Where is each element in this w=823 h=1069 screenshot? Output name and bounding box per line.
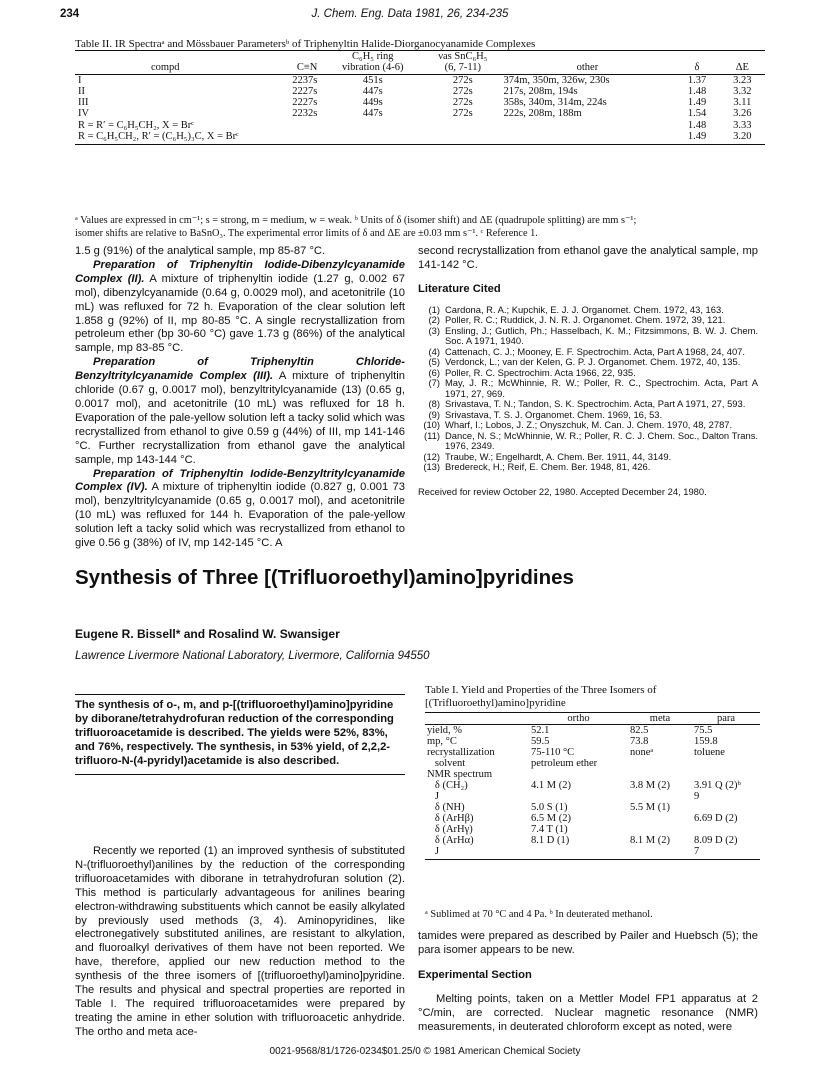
- table1-header: [425, 713, 529, 725]
- table-cell: 1.54: [687, 108, 707, 120]
- table-cell: δ (NH): [427, 802, 465, 813]
- table1-header: meta: [628, 713, 692, 725]
- table-cell: [256, 131, 321, 145]
- page-number: 234: [60, 8, 80, 20]
- table-cell: 3.91 Q (2)ᵇ: [694, 780, 741, 791]
- reference-text: Dance, N. S.; McWhinnie, W. R.; Poller, R. C. J. Chem. Soc., Dalton Trans. 1976, 2349.: [445, 429, 758, 452]
- table-row: [75, 97, 765, 108]
- reference-number: (2): [428, 314, 440, 326]
- table-cell: 3.20: [720, 131, 765, 145]
- table-cell: [320, 131, 425, 145]
- reference-text: Poller, R. C.; Ruddick, J. N. R. J. Organomet. Chem. 1972, 39, 121.: [445, 314, 726, 326]
- reference-number: (1): [428, 303, 440, 315]
- table-cell: 272s: [452, 74, 473, 86]
- table-cell: 2232s: [292, 108, 318, 120]
- table-cell: 272s: [452, 85, 473, 97]
- reference-item: [418, 431, 758, 452]
- table-cell: 3.26: [733, 108, 752, 120]
- table1-caption: [425, 684, 760, 710]
- reference-text: Wharf, I.; Lobos, J. Z.; Onyszchuk, M. Can. J. Chem. 1970, 48, 2787.: [445, 419, 733, 431]
- table-cell: 7.4 T (1): [531, 824, 568, 835]
- table1: [425, 712, 760, 860]
- reference-number: (7): [428, 377, 440, 389]
- reference-item: [418, 378, 758, 399]
- reference-number: (13): [423, 461, 440, 473]
- table-cell: IV: [78, 108, 90, 120]
- table-cell: [425, 131, 500, 145]
- table1-header: ortho: [529, 713, 628, 725]
- table-cell: 8.1 M (2): [630, 835, 670, 846]
- reference-number: (11): [424, 429, 440, 441]
- table-cell: [256, 120, 321, 131]
- table2: [75, 50, 765, 145]
- table-cell: 3.23: [733, 74, 752, 86]
- reference-text: Srivastava, T. S. J. Organomet. Chem. 1969, 16, 53.: [445, 408, 663, 420]
- table2-header-ring2: vibration (4-6): [320, 62, 425, 74]
- table-cell: [692, 824, 760, 835]
- table2-header-snc: νas SnC₆H₅: [425, 51, 500, 63]
- table-row: [425, 846, 760, 860]
- literature-cited-heading: Literature Cited: [418, 282, 501, 295]
- table1-header: para: [692, 713, 760, 725]
- column-left-body: [75, 845, 405, 1040]
- table-cell: 3.8 M (2): [630, 780, 670, 791]
- table-row: [75, 108, 765, 119]
- table-cell: [320, 120, 425, 131]
- table-cell: [628, 769, 692, 780]
- paragraph: 1.5 g (91%) of the analytical sample, mp 85-87 °C.: [75, 245, 326, 257]
- table-cell: R = C₆H₅CH₂, R′ = (C₆H₅)₃C, X = Brᶜ: [75, 131, 256, 145]
- reference-number: (9): [428, 408, 440, 420]
- table-cell: [500, 131, 674, 145]
- table2-footnotes: [75, 214, 765, 240]
- table-cell: 447s: [362, 85, 383, 97]
- table2-header-delta: δ: [674, 62, 719, 74]
- table1-caption-line: [(Trifluoroethyl)amino]pyridine: [425, 697, 566, 709]
- reference-text: Cattenach, C. J.; Mooney, E. F. Spectrochim. Acta, Part A 1968, 24, 407.: [445, 345, 745, 357]
- reference-list: [418, 305, 758, 473]
- table-row: [425, 736, 760, 747]
- table-row: [425, 769, 760, 780]
- reference-text: Poller, R. C. Spectrochim. Acta 1966, 22, 935.: [445, 366, 636, 378]
- reference-number: (4): [428, 345, 440, 357]
- journal-citation: J. Chem. Eng. Data 1981, 26, 234-235: [311, 8, 509, 20]
- paragraph: Melting points, taken on a Mettler Model FP1 apparatus at 2 °C/min, are corrected. Nuclear magnetic resonance (NMR) measurements, in deuterated chloroform except as noted, were: [418, 992, 758, 1033]
- table-row: [425, 747, 760, 758]
- reference-number: (6): [428, 366, 440, 378]
- table-row: [75, 131, 765, 145]
- table-cell: [628, 846, 692, 860]
- reference-item: [418, 326, 758, 347]
- abstract: The synthesis of o-, m, and p-[(trifluoroethyl)amino]pyridine by diborane/tetrahydrofuran reduction of the corresponding trifluoroacetamide is described. The yields were 52%, 83%, and 76%, respectively. The synthesis, in 53% yield, of 2,2,2-trifluoro-N-(4-pyridyl)acetamide is also described.: [75, 694, 405, 775]
- table-row: [75, 86, 765, 97]
- table-cell: 4.1 M (2): [531, 780, 571, 791]
- table-cell: 3.11: [733, 97, 752, 109]
- table-cell: 159.8: [694, 736, 718, 747]
- reference-text: Bredereck, H.; Reif, E. Chem. Ber. 1948, 81, 426.: [445, 461, 651, 473]
- reference-text: May, J. R.; McWhinnie, R. W.; Poller, R. C., Spectrochim. Acta, Part A 1971, 27, 969.: [445, 377, 758, 399]
- table-row: [425, 780, 760, 791]
- table-cell: 82.5: [630, 725, 649, 736]
- authors: Eugene R. Bissell* and Rosalind W. Swansiger: [75, 627, 340, 641]
- table-cell: δ (ArHα): [427, 835, 474, 846]
- table-cell: 2227s: [292, 97, 318, 109]
- table-cell: δ (ArHγ): [427, 824, 473, 835]
- table-cell: 449s: [362, 97, 383, 109]
- table-cell: [500, 120, 674, 131]
- reference-text: Cardona, R. A.; Kupchik, E. J. J. Organomet. Chem. 1972, 43, 163.: [445, 303, 724, 315]
- table-cell: II: [78, 85, 85, 97]
- article-title: Synthesis of Three [(Trifluoroethyl)amino]pyridines: [75, 566, 574, 589]
- section-run-in-heading: Preparation of Triphenyltin Iodide-Benzyltritylcyanamide Complex (IV).: [75, 467, 405, 494]
- column-left-top: [75, 245, 405, 551]
- table-cell: mp, °C: [427, 736, 457, 747]
- table2-caption: Table II. IR Spectraᵃ and Mössbauer Parametersᵇ of Triphenyltin Halide-Diorganocyanamide Complexes: [75, 38, 536, 50]
- table-cell: J: [427, 791, 439, 802]
- table-cell: 217s, 208m, 194s: [503, 85, 578, 97]
- table-row: [75, 74, 765, 86]
- page-header: [60, 8, 760, 26]
- table-cell: 358s, 340m, 314m, 224s: [503, 97, 607, 109]
- table-cell: I: [78, 74, 82, 86]
- paragraph: A mixture of triphenyltin iodide (0.827 g, 0.001 73 mol), benzyltritylcyanamide (0.65 g, 0.0017 mol), and acetonitrile (10 mL) was refluxed for 144 h. Evaporation of the pale-yellow solution left a tacky solid which was recrystallized from ethanol to give 0.56 g (38%) of IV, mp 142-145 °C. A: [75, 481, 405, 550]
- reference-text: Traube, W.; Engelhardt, A. Chem. Ber. 1911, 44, 3149.: [445, 450, 672, 462]
- experimental-heading: Experimental Section: [418, 968, 532, 981]
- table-row: [425, 791, 760, 802]
- table-cell: [529, 791, 628, 802]
- reference-item: [418, 462, 758, 473]
- table-cell: δ (CH₂): [427, 780, 468, 791]
- table-cell: 8.09 D (2): [694, 835, 738, 846]
- reference-number: (12): [423, 450, 440, 462]
- table2-header-cn: C≡N: [256, 62, 321, 74]
- table-cell: [692, 758, 760, 769]
- reference-number: (8): [428, 398, 440, 410]
- table-cell: 6.69 D (2): [694, 813, 738, 824]
- table2-footnote-line: isomer shifts are relative to BaSnO₃. The experimental error limits of δ and ΔE are ±0.03 mm s⁻¹. ᶜ Reference 1.: [75, 228, 538, 239]
- table-cell: δ (ArHβ): [427, 813, 474, 824]
- table-row: [425, 758, 760, 769]
- table-cell: [692, 769, 760, 780]
- table-cell: recrystallization: [427, 747, 495, 758]
- table-cell: R = R′ = C₆H₅CH₂, X = Brᶜ: [78, 119, 194, 131]
- table-cell: J: [425, 846, 529, 860]
- table-cell: 75.5: [694, 725, 713, 736]
- table-cell: III: [78, 97, 89, 109]
- affiliation: Lawrence Livermore National Laboratory, Livermore, California 94550: [75, 650, 430, 662]
- table-cell: 2237s: [292, 74, 318, 86]
- table2-header-ring: C₆H₅ ring: [320, 51, 425, 63]
- reference-text: Ensling, J.; Gutlich, Ph.; Hasselbach, K. M.; Fitzsimmons, B. W. J. Chem. Soc. A 1971, 1940.: [445, 324, 758, 347]
- table-cell: 59.5: [531, 736, 550, 747]
- table2-header-compd: compd: [75, 62, 256, 74]
- table-cell: noneᵃ: [630, 747, 654, 758]
- table-cell: NMR spectrum: [427, 769, 493, 780]
- table2-header-other: other: [500, 62, 674, 74]
- table-row: [425, 824, 760, 835]
- table-row: [75, 120, 765, 131]
- table-cell: 5.5 M (1): [630, 802, 670, 813]
- table-row: [425, 802, 760, 813]
- table-row: [425, 725, 760, 737]
- table-cell: [692, 802, 760, 813]
- reference-text: Verdonck, L.; van der Kelen, G. P. J. Organomet. Chem. 1972, 40, 135.: [445, 356, 741, 368]
- table-cell: 374m, 350m, 326w, 230s: [503, 74, 610, 86]
- section-run-in-heading: Preparation of Triphenyltin Iodide-Dibenzylcyanamide Complex (II).: [75, 258, 405, 285]
- table-cell: [628, 758, 692, 769]
- paragraph: Recently we reported (1) an improved synthesis of substituted N-(trifluoroethyl)anilines by the reduction of the corresponding trifluoroacetamides with diborane in tetrahydrofuran solution (2). This method is particularly advantageous for anilines bearing electron-withdrawing substituents which cannot be easily alkylated by previously used methods (3, 4). Aminopyridines, like electronegatively substituted anilines, are resistant to alkylation, and fluoroalkyl derivatives of them have not been reported. We have, therefore, applied our new reduction method to the synthesis of the three isomers of [(trifluoroethyl)amino]pyridine. The results and physical and spectral properties are reported in Table I. The required trifluoroacetamides were prepared by treating the amine in ether solution with trifluoroacetic anhydride. The ortho and meta ace-: [75, 845, 405, 1038]
- table-row: [425, 835, 760, 846]
- table-cell: [628, 824, 692, 835]
- table-cell: 1.48: [687, 119, 707, 131]
- table-cell: [529, 769, 628, 780]
- received-date: Received for review October 22, 1980. Accepted December 24, 1980.: [418, 485, 707, 497]
- table-cell: 1.49: [687, 97, 707, 109]
- table-cell: [529, 846, 628, 860]
- table-cell: [425, 120, 500, 131]
- table-cell: 272s: [452, 108, 473, 120]
- page-footer: 0021-9568/81/1726-0234$01.25/0 © 1981 American Chemical Society: [269, 1046, 581, 1057]
- section-run-in-heading: Preparation of Triphenyltin Chloride-Benzyltritylcyanamide Complex (III).: [75, 356, 405, 383]
- table-cell: 73.8: [630, 736, 649, 747]
- table-cell: 447s: [362, 108, 383, 120]
- reference-number: (3): [428, 324, 440, 336]
- column-right-top: [418, 245, 758, 499]
- paragraph: tamides were prepared as described by Pailer and Huebsch (5); the para isomer appears to be new.: [418, 930, 758, 956]
- table2-header-snc2: (6, 7-11): [425, 62, 500, 74]
- table-cell: petroleum ether: [531, 758, 598, 769]
- reference-text: Srivastava, T. N.; Tandon, S. K. Spectrochim. Acta, Part A 1971, 27, 593.: [445, 398, 746, 410]
- table-row: [425, 813, 760, 824]
- table-cell: [628, 813, 692, 824]
- column-right-body: [418, 930, 758, 1034]
- table-cell: 272s: [452, 97, 473, 109]
- table-cell: 8.1 D (1): [531, 835, 570, 846]
- table-cell: 1.48: [687, 85, 707, 97]
- table-cell: [628, 791, 692, 802]
- paragraph: second recrystallization from ethanol gave the analytical sample, mp 141-142 °C.: [418, 245, 758, 271]
- table-cell: 9: [694, 791, 700, 802]
- table-cell: 5.0 S (1): [531, 802, 568, 813]
- table-cell: 222s, 208m, 188m: [503, 108, 582, 120]
- table-cell: 7: [692, 846, 760, 860]
- table-cell: solvent: [427, 758, 466, 769]
- paragraph: A mixture of triphenyltin chloride (0.67 g, 0.0017 mol), benzyltritylcyanamide (13) (0.65 g, 0.0017 mol), and acetonitrile (10 mL) was refluxed for 18 h. Evaporation of the pale-yellow solution left a tacky solid which was recrystallized from ethanol to give 0.59 g (44%) of III, mp 141-146 °C. Further recrystallization from ethanol gave the analytical sample, mp 143-144 °C.: [75, 370, 405, 466]
- table-cell: 52.1: [531, 725, 550, 736]
- table-cell: 75-110 °C: [531, 747, 575, 758]
- table-cell: 3.32: [733, 85, 752, 97]
- table-cell: 1.49: [674, 131, 719, 145]
- table-cell: toluene: [694, 747, 725, 758]
- table2-footnote-line: ᵃ Values are expressed in cm⁻¹; s = strong, m = medium, w = weak. ᵇ Units of δ (isomer shift) and ΔE (quadrupole splitting) are mm s⁻¹;: [75, 215, 637, 226]
- paragraph: A mixture of triphenyltin iodide (1.27 g, 0.002 67 mol), dibenzylcyanamide (0.64 g, 0.0029 mol), and acetonitrile (10 mL) was refluxed for 72 h. Evaporation of the clear solution left 1.858 g (92%) of II, mp 80-85 °C. A single recrystallization from petroleum ether (bp 30-60 °C) gave 1.73 g (86%) of the analytical sample, mp 83-85 °C.: [75, 272, 406, 355]
- reference-number: (10): [423, 419, 440, 431]
- table1-footnote: ᵃ Sublimed at 70 °C and 4 Pa. ᵇ In deuterated methanol.: [425, 909, 653, 920]
- table-cell: 3.33: [733, 119, 752, 131]
- table-cell: 451s: [362, 74, 383, 86]
- table-cell: 6.5 M (2): [531, 813, 571, 824]
- table2-header-de: ΔE: [720, 62, 765, 74]
- table-cell: 2227s: [292, 85, 318, 97]
- table-cell: yield, %: [427, 725, 462, 736]
- table-cell: 1.37: [687, 74, 707, 86]
- reference-number: (5): [428, 356, 440, 368]
- table1-caption-line: Table I. Yield and Properties of the Three Isomers of: [425, 684, 657, 696]
